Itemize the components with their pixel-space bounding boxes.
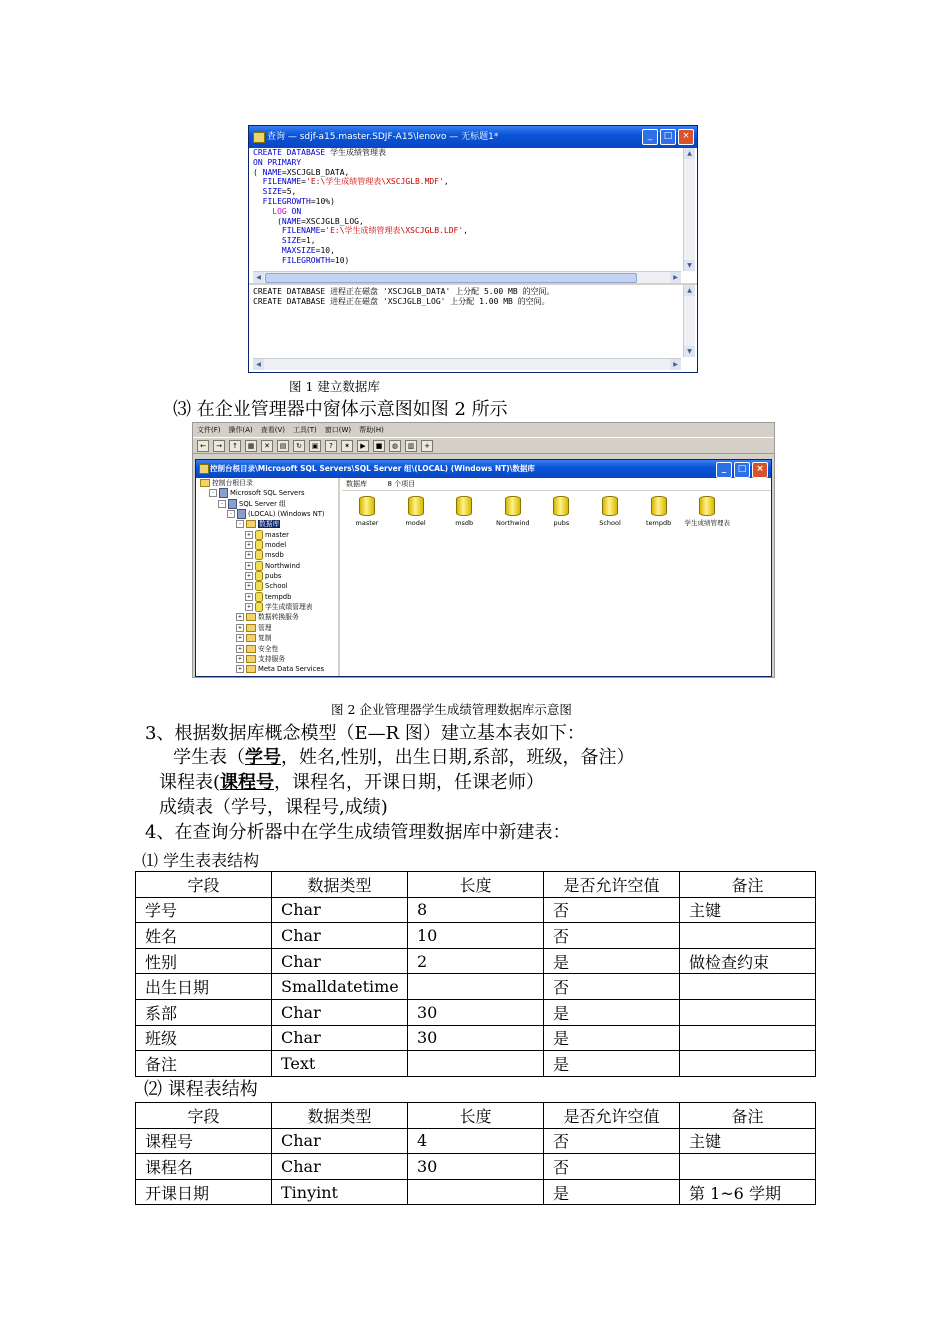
tree-node-label: 安全性 [258, 644, 279, 653]
code-token: ON [291, 206, 302, 216]
table-cell: 2 [408, 948, 544, 974]
server-icon[interactable]: ▥ [405, 440, 417, 452]
database-icon [651, 496, 667, 516]
console-icon [199, 464, 209, 474]
schema-prefix: 课程表( [159, 772, 221, 793]
database-icon [553, 496, 569, 516]
table-cell [408, 974, 544, 1000]
table-cell: 姓名 [136, 923, 272, 949]
database-label: tempdb [645, 519, 672, 527]
maximize-button[interactable]: □ [734, 462, 750, 478]
table-cell: 课程号 [136, 1128, 272, 1154]
result-message: CREATE DATABASE 进程正在磁盘 'XSCJGLB_LOG' 上分配 1.00 MB 的空间。 [253, 297, 550, 306]
collapse-icon[interactable]: - [236, 520, 244, 528]
query-window-icon [253, 132, 265, 143]
database-icon [255, 581, 263, 591]
database-label: School [599, 519, 621, 527]
section3-heading: 3、根据数据库概念模型（E—R 图）建立基本表如下： [145, 723, 585, 744]
forward-icon[interactable]: → [213, 440, 225, 452]
database-label: 学生成绩管理表 [684, 519, 730, 527]
column-header: 长度 [408, 872, 544, 898]
console-title: 控制台根目录\Microsoft SQL Servers\SQL Server 组\(LOCAL) (Windows NT)\数据库 [210, 464, 535, 473]
table-cell: 否 [544, 974, 680, 1000]
code-token [253, 256, 282, 265]
menu-bar [193, 423, 774, 437]
code-token: SIZE [262, 187, 282, 197]
table-cell: 是 [544, 1025, 680, 1051]
tree-node-label: 学生成绩管理表 [265, 603, 313, 612]
figure1-caption: 图 1 建立数据库 [289, 379, 380, 394]
expand-icon[interactable]: + [237, 645, 243, 652]
tree-node-label: 控制台根目录 [212, 479, 253, 487]
score-table-schema: 成绩表（学号，课程号,成绩) [159, 797, 388, 818]
database-icon [359, 496, 375, 516]
table-cell: 是 [544, 1051, 680, 1077]
help-icon[interactable]: ? [325, 440, 337, 452]
folder-icon [246, 634, 256, 642]
table-cell: 否 [544, 1154, 680, 1180]
table-cell: 30 [408, 1025, 544, 1051]
code-token [253, 226, 282, 235]
code-token: =1, [301, 236, 316, 246]
folder-icon [246, 665, 256, 673]
table-cell [680, 1154, 816, 1180]
database-label: pubs [553, 519, 570, 527]
code-token: LOG [272, 206, 287, 216]
tree-node[interactable] [196, 550, 338, 560]
table-cell [680, 999, 816, 1025]
code-token [253, 197, 263, 206]
back-icon[interactable]: ← [197, 440, 209, 452]
properties-icon[interactable]: ▤ [277, 440, 289, 452]
query-window-titlebar [249, 126, 697, 148]
new-icon[interactable]: + [421, 440, 433, 452]
minimize-button[interactable]: _ [716, 462, 732, 478]
column-header: 字段 [136, 1103, 272, 1129]
database-item[interactable] [634, 496, 684, 527]
folder-icon [246, 655, 256, 663]
database-icon [255, 592, 263, 602]
table-cell: 4 [408, 1128, 544, 1154]
table-cell: Smalldatetime [272, 974, 408, 1000]
tree-node-label: Meta Data Services [258, 665, 325, 674]
table-cell: 主键 [680, 1128, 816, 1154]
console-titlebar [196, 460, 771, 478]
code-line [253, 177, 681, 187]
code-token: = [320, 226, 326, 236]
close-button[interactable]: × [678, 129, 694, 145]
database-item[interactable] [342, 496, 392, 527]
code-token [253, 236, 282, 245]
refresh-icon[interactable]: ↻ [293, 440, 305, 452]
tree-node[interactable] [196, 519, 338, 529]
tree-node[interactable] [196, 644, 338, 654]
tree-node[interactable] [196, 509, 338, 519]
collapse-icon[interactable]: - [218, 500, 226, 508]
database-label: master [355, 519, 379, 527]
scroll-up-icon[interactable]: ▲ [684, 285, 695, 296]
table-cell: 否 [544, 897, 680, 923]
code-token: 'E:\学生成绩管理表\XSCJGLB.MDF' [306, 177, 444, 187]
column-header: 数据类型 [272, 1103, 408, 1129]
server-icon [237, 509, 246, 519]
menu-item[interactable]: 文件(F) [197, 426, 221, 434]
code-token: FILENAME [262, 177, 302, 187]
course-table-schema [159, 771, 544, 795]
menu-item[interactable]: 帮助(H) [359, 426, 384, 434]
tree-node-label: 复制 [258, 634, 272, 643]
scroll-down-icon[interactable]: ▼ [684, 260, 695, 271]
console-child-window [195, 459, 772, 677]
scroll-right-icon[interactable]: ▶ [670, 359, 681, 370]
list-header-count: 8 个项目 [387, 480, 416, 488]
table-cell [408, 1051, 544, 1077]
table-cell: 课程名 [136, 1154, 272, 1180]
expand-icon[interactable]: + [237, 635, 243, 642]
folder-icon [200, 479, 210, 487]
tree-node[interactable] [196, 488, 338, 498]
table-cell: 班级 [136, 1025, 272, 1051]
table-cell: 出生日期 [136, 974, 272, 1000]
course-table-title: ⑵ 课程表结构 [144, 1079, 258, 1100]
table-cell: 10 [408, 923, 544, 949]
expand-icon[interactable]: + [237, 655, 243, 662]
expand-icon[interactable]: + [246, 583, 252, 590]
table-cell [680, 1025, 816, 1051]
database-icon [255, 550, 263, 560]
code-line [253, 197, 681, 207]
table-row [136, 897, 816, 923]
tree-node-label: SQL Server 组 [239, 499, 286, 508]
table-cell: 性别 [136, 948, 272, 974]
expand-icon[interactable]: + [237, 614, 243, 621]
collapse-icon[interactable]: - [209, 489, 217, 497]
code-token: =5, [281, 187, 297, 197]
tree-node-label: 数据库 [259, 520, 280, 529]
table-header-row [136, 872, 816, 898]
server-icon [228, 499, 237, 509]
table-cell: Char [272, 948, 408, 974]
code-token: FILENAME [281, 226, 321, 236]
schema-prefix: 学生表（ [173, 747, 245, 768]
expand-icon[interactable]: + [246, 552, 252, 559]
tree-node[interactable] [196, 540, 338, 550]
tree-node[interactable] [196, 478, 338, 488]
column-header: 字段 [136, 872, 272, 898]
student-table-schema [173, 746, 634, 770]
table-cell: 是 [544, 948, 680, 974]
code-token: 'E:\学生成绩管理表\XSCJGLB.LDF' [325, 226, 464, 236]
delete-icon[interactable]: ✕ [261, 440, 273, 452]
code-line [253, 148, 681, 158]
menu-item[interactable]: 查看(V) [260, 426, 286, 434]
code-token [253, 187, 263, 196]
database-item[interactable] [682, 496, 732, 527]
database-item[interactable] [536, 496, 586, 527]
scroll-down-icon[interactable]: ▼ [684, 346, 695, 357]
tree-node-label: model [265, 541, 287, 550]
enterprise-manager-window [192, 422, 775, 678]
database-item[interactable] [585, 496, 635, 527]
code-token [253, 246, 282, 255]
tree-node[interactable] [196, 571, 338, 581]
database-icon [602, 496, 618, 516]
database-label: Northwind [496, 519, 530, 527]
code-token: NAME [281, 216, 302, 226]
scroll-thumb[interactable] [265, 273, 637, 283]
database-label: msdb [455, 519, 474, 527]
scroll-right-icon[interactable]: ▶ [670, 272, 681, 283]
column-header: 是否允许空值 [544, 1103, 680, 1129]
code-line [253, 256, 681, 266]
folder-icon [246, 613, 256, 621]
menu-item[interactable]: 窗口(W) [324, 426, 352, 434]
table-cell: Char [272, 1025, 408, 1051]
database-item[interactable] [439, 496, 489, 527]
toolbar [193, 437, 774, 454]
database-list [342, 478, 771, 676]
tree-node[interactable] [196, 654, 338, 664]
table-header-row [136, 1103, 816, 1129]
menu-item[interactable]: 工具(T) [293, 426, 317, 434]
tree-node-label: (LOCAL) (Windows NT) [248, 510, 325, 519]
stop-icon[interactable]: ■ [373, 440, 385, 452]
database-icon [255, 602, 263, 612]
database-icon [699, 496, 715, 516]
tree-node[interactable] [196, 581, 338, 591]
table-cell [680, 974, 816, 1000]
query-analyzer-window [248, 125, 698, 373]
table-cell: 备注 [136, 1051, 272, 1077]
code-token: =XSCJGLB_DATA, [281, 167, 350, 177]
code-token: FILEGROWTH [281, 255, 331, 265]
section4-heading: 4、在查询分析器中在学生成绩管理数据库中新建表： [145, 822, 571, 843]
results-vertical-scrollbar[interactable] [683, 285, 695, 357]
schema-fields: ，课程名，开课日期，任课老师） [274, 772, 545, 793]
code-token: , [443, 177, 449, 187]
expand-icon[interactable]: + [246, 542, 252, 549]
tree-node[interactable] [196, 612, 338, 622]
table-cell: Tinyint [272, 1179, 408, 1205]
up-folder-icon[interactable]: ↑ [229, 440, 241, 452]
database-icon [255, 540, 263, 550]
code-line [253, 226, 681, 236]
database-icon [255, 530, 263, 540]
tree-node-label: tempdb [265, 592, 292, 601]
tree-node[interactable] [196, 602, 338, 612]
sql-editor[interactable] [253, 148, 681, 271]
student-table-title: ⑴ 学生表表结构 [142, 851, 260, 870]
database-icon [456, 496, 472, 516]
tree-node[interactable] [196, 561, 338, 571]
table-row [136, 1154, 816, 1180]
database-icon [255, 571, 263, 581]
scroll-up-icon[interactable]: ▲ [684, 148, 695, 159]
code-token: = [301, 177, 306, 187]
column-header: 长度 [408, 1103, 544, 1129]
run-icon[interactable]: ▶ [357, 440, 369, 452]
table-cell [680, 1051, 816, 1077]
column-header: 数据类型 [272, 872, 408, 898]
code-token: =10%) [310, 196, 335, 206]
code-token: MAXSIZE [281, 245, 316, 255]
database-icon [408, 496, 424, 516]
column-header: 是否允许空值 [544, 872, 680, 898]
tree-node-label: pubs [265, 572, 282, 581]
code-line [253, 236, 681, 246]
table-cell: 开课日期 [136, 1179, 272, 1205]
student-structure-table [135, 871, 816, 1077]
folder-icon [246, 520, 256, 528]
tree-node[interactable] [196, 664, 338, 674]
table-cell: 30 [408, 1154, 544, 1180]
table-row [136, 999, 816, 1025]
tree-node-label: 数据转换服务 [258, 613, 299, 622]
table-cell: Text [272, 1051, 408, 1077]
code-token: =10, [315, 245, 335, 255]
tree-node-label: msdb [265, 551, 284, 560]
maximize-button[interactable]: □ [660, 129, 676, 145]
expand-icon[interactable]: + [237, 624, 243, 631]
tree-node[interactable] [196, 623, 338, 633]
code-token [253, 177, 263, 186]
column-header: 备注 [680, 1103, 816, 1129]
code-token [253, 207, 272, 216]
expand-icon[interactable]: + [246, 593, 252, 600]
tree-node[interactable] [196, 499, 338, 509]
table-cell: 否 [544, 923, 680, 949]
code-line [253, 217, 681, 227]
editor-vertical-scrollbar[interactable] [683, 148, 695, 271]
code-line [253, 207, 681, 217]
code-line [253, 187, 681, 197]
table-cell: 学号 [136, 897, 272, 923]
database-icon[interactable]: ◍ [389, 440, 401, 452]
expand-icon[interactable]: + [246, 573, 252, 580]
tree-node[interactable] [196, 530, 338, 540]
query-window-title: 查询 — sdjf-a15.master.SDJF-A15\lenovo — 无标题1* [267, 132, 499, 142]
console-tree [196, 478, 340, 676]
list-header-name: 数据库 [346, 480, 367, 488]
export-icon[interactable]: ▣ [309, 440, 321, 452]
tree-node-label: School [265, 582, 288, 591]
code-token: =XSCJGLB_LOG, [301, 216, 364, 226]
table-row [136, 923, 816, 949]
database-icon [255, 561, 263, 571]
tree-node-label: Microsoft SQL Servers [230, 489, 305, 498]
code-token: SIZE [281, 236, 302, 246]
table-cell [680, 923, 816, 949]
schema-fields: ，姓名,性别，出生日期,系部，班级，备注） [281, 747, 635, 768]
table-cell: 第 1~6 学期 [680, 1179, 816, 1205]
table-row [136, 948, 816, 974]
tree-node-label: Northwind [265, 561, 301, 570]
table-cell: Char [272, 999, 408, 1025]
wizard-icon[interactable]: ✶ [341, 440, 353, 452]
table-row [136, 1051, 816, 1077]
table-row [136, 1179, 816, 1205]
paragraph-window-intro: ⑶ 在企业管理器中窗体示意图如图 2 所示 [173, 399, 508, 420]
result-message: CREATE DATABASE 进程正在磁盘 'XSCJGLB_DATA' 上分配 5.00 MB 的空间。 [253, 287, 555, 296]
database-icon [505, 496, 521, 516]
table-row [136, 1025, 816, 1051]
code-line [253, 158, 681, 168]
table-cell: 8 [408, 897, 544, 923]
expand-icon[interactable]: + [246, 562, 252, 569]
folder-icon [246, 645, 256, 653]
code-token: , [463, 226, 468, 236]
folder-icon [246, 624, 256, 632]
table-row [136, 974, 816, 1000]
table-row [136, 1128, 816, 1154]
list-header [342, 478, 771, 491]
table-cell: 否 [544, 1128, 680, 1154]
expand-icon[interactable]: + [246, 531, 252, 538]
primary-key-label: 学号 [245, 747, 281, 768]
tree-node[interactable] [196, 592, 338, 602]
table-cell: Char [272, 1128, 408, 1154]
show-tree-icon[interactable]: ▦ [245, 440, 257, 452]
table-cell [408, 1179, 544, 1205]
table-cell: 是 [544, 1179, 680, 1205]
tree-node[interactable] [196, 633, 338, 643]
code-token: CREATE DATABASE [253, 148, 331, 157]
column-header: 备注 [680, 872, 816, 898]
expand-icon[interactable]: + [237, 666, 243, 673]
menu-item[interactable]: 操作(A) [228, 426, 253, 434]
code-token: ( [253, 216, 282, 226]
tree-node-label: 支持服务 [258, 654, 286, 663]
database-label: model [405, 519, 426, 527]
code-token: FILEGROWTH [262, 196, 311, 206]
code-line [253, 246, 681, 256]
code-token: NAME [262, 167, 282, 177]
table-cell: 30 [408, 999, 544, 1025]
close-button[interactable]: × [752, 462, 768, 478]
table-cell: Char [272, 923, 408, 949]
course-structure-table [135, 1102, 816, 1205]
code-token: ON PRIMARY [253, 157, 302, 167]
results-horizontal-scrollbar[interactable] [253, 358, 681, 370]
scroll-left-icon[interactable]: ◀ [253, 272, 264, 283]
figure2-caption: 图 2 企业管理器学生成绩管理数据库示意图 [331, 702, 572, 717]
editor-horizontal-scrollbar[interactable] [253, 271, 681, 283]
table-cell: Char [272, 897, 408, 923]
collapse-icon[interactable]: - [227, 510, 235, 518]
database-item[interactable] [488, 496, 538, 527]
primary-key-label: 课程号 [220, 772, 275, 793]
code-line [253, 168, 681, 178]
tree-node-label: 管理 [258, 623, 272, 632]
table-cell: 做检查约束 [680, 948, 816, 974]
table-cell: 主键 [680, 897, 816, 923]
database-item[interactable] [391, 496, 441, 527]
code-token: ( [253, 167, 263, 177]
results-pane [253, 287, 673, 307]
expand-icon[interactable]: + [246, 604, 252, 611]
minimize-button[interactable]: _ [642, 129, 658, 145]
table-cell: Char [272, 1154, 408, 1180]
server-icon [219, 488, 228, 498]
code-token: 学生成绩管理表 [330, 148, 387, 157]
scroll-left-icon[interactable]: ◀ [253, 359, 264, 370]
tree-node-label: master [265, 530, 289, 539]
table-cell: 系部 [136, 999, 272, 1025]
code-token: =10) [330, 255, 350, 265]
table-cell: 是 [544, 999, 680, 1025]
